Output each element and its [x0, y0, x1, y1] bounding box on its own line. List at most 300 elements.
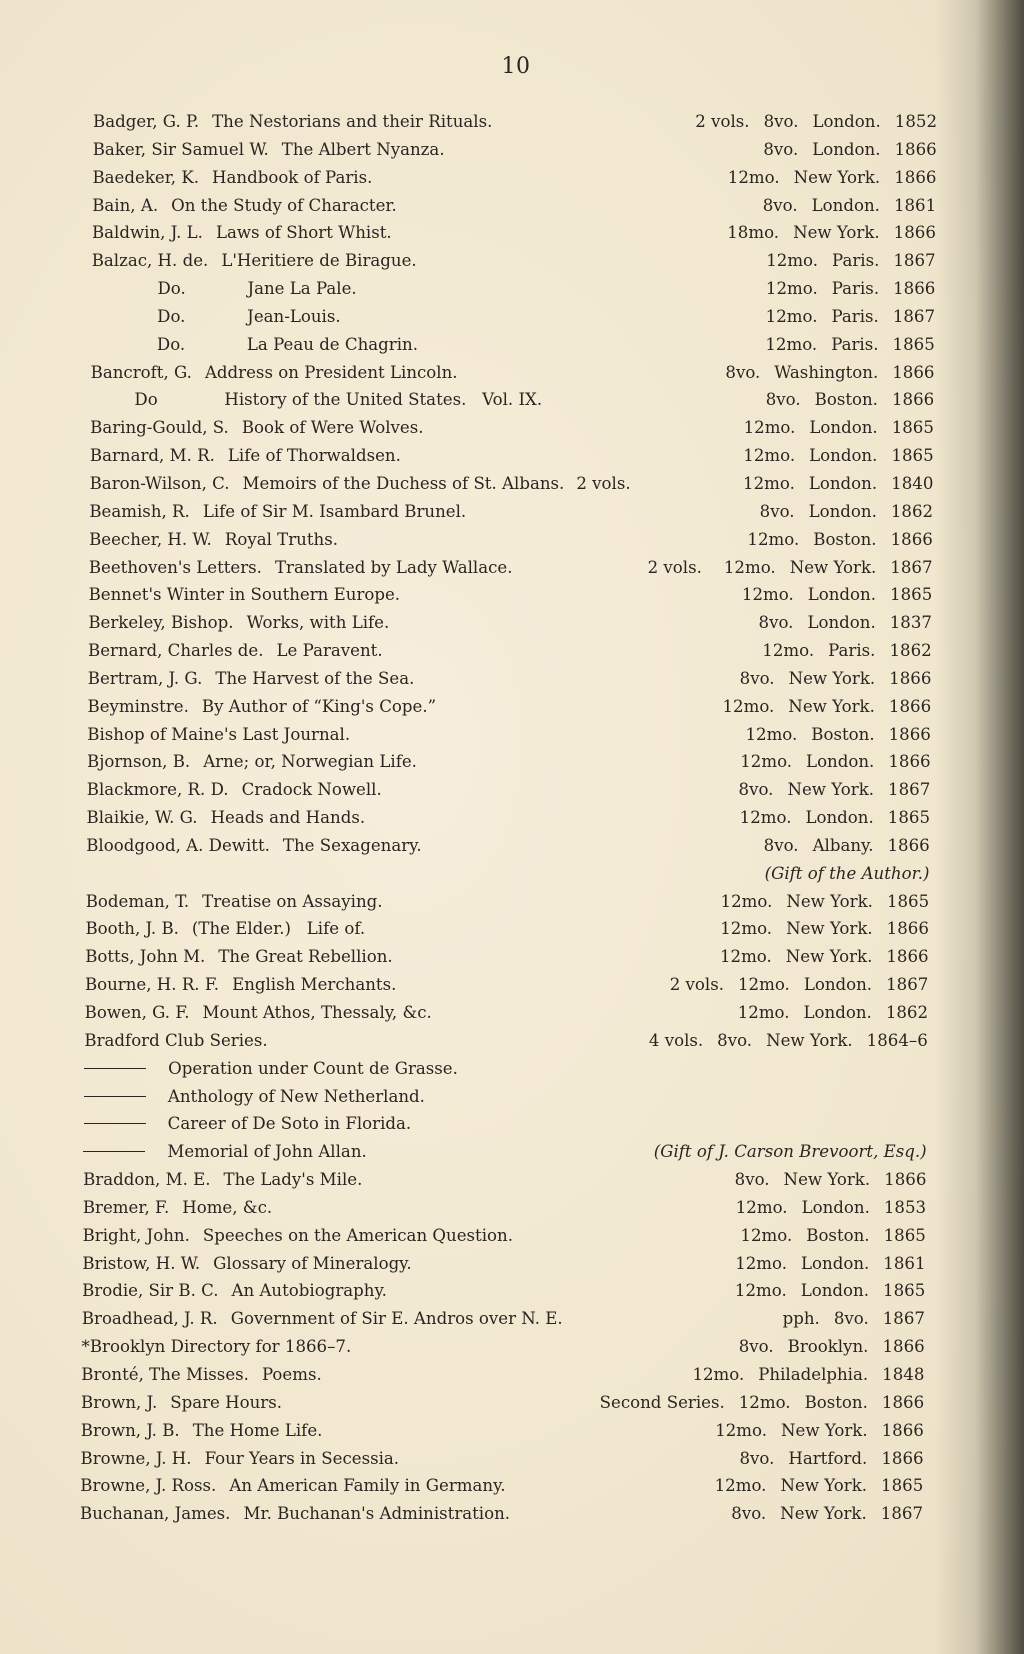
ditto-dash	[83, 1151, 145, 1152]
entry-left	[85, 943, 392, 971]
entry-left	[82, 1305, 563, 1333]
catalogue-entry	[0, 1027, 1024, 1055]
entry-place: Philadelphia.	[758, 1364, 869, 1384]
entry-year: 1867	[888, 780, 931, 800]
entry-left	[83, 1222, 513, 1250]
ditto-dash	[84, 1068, 146, 1069]
entry-right	[735, 1166, 927, 1194]
catalogue-entry	[0, 164, 1024, 192]
entry-title: Life of Thorwaldsen.	[227, 446, 401, 466]
entry-author: Beecher, H. W.	[89, 529, 212, 549]
entry-right	[783, 1305, 925, 1333]
entry-place: London.	[803, 1003, 872, 1022]
entry-year: 1867	[893, 251, 936, 271]
entry-author: Baker, Sir Samuel W.	[92, 139, 269, 159]
entry-year: 1866	[886, 947, 929, 967]
entry-author: Baron-Wilson, C.	[89, 473, 230, 493]
entry-year: 1862	[889, 641, 932, 661]
gift-note: (Gift of the Author.)	[764, 863, 930, 883]
entry-title: Memorial of John Allan.	[167, 1142, 367, 1162]
catalogue-entry	[0, 943, 1024, 971]
entry-author: Bennet's Winter in Southern Europe.	[88, 585, 401, 605]
entry-year: 1866	[881, 1448, 924, 1468]
entry-place: New York.	[785, 947, 873, 967]
entry-left	[87, 721, 363, 749]
entry-place: Paris.	[831, 334, 879, 354]
entry-place: Boston.	[806, 1225, 870, 1245]
entry-right	[765, 860, 930, 888]
entry-format: 8vo.	[765, 390, 801, 410]
entry-place: Paris.	[832, 251, 880, 271]
catalogue-entry	[0, 247, 1024, 275]
entry-title: Arne; or, Norwegian Life.	[203, 752, 417, 772]
entry-right	[715, 1472, 924, 1500]
entry-title: English Merchants.	[232, 975, 397, 995]
entry-title: Operation under Count de Grasse.	[168, 1058, 458, 1078]
entry-left	[83, 1194, 272, 1222]
entry-right	[720, 915, 929, 943]
entry-year: 1866	[894, 167, 937, 187]
entry-left	[87, 804, 366, 832]
entry-title: Le Paravent.	[276, 641, 383, 661]
catalogue-entry	[0, 414, 1024, 442]
entry-author: Braddon, M. E.	[83, 1170, 211, 1190]
entry-author: Bain, A.	[92, 195, 159, 215]
entry-volumes: 2 vols.	[695, 112, 750, 131]
entry-year: 1866	[889, 668, 932, 688]
entry-author: Booth, J. B.	[85, 919, 179, 939]
entry-author: Bristow, H. W.	[82, 1253, 201, 1273]
entry-left	[92, 219, 392, 247]
entry-title: Royal Truths.	[224, 529, 339, 549]
entry-author: Bancroft, G.	[90, 362, 192, 382]
catalogue-entry	[0, 665, 1024, 693]
entry-title: Handbook of Paris.	[212, 167, 373, 187]
entry-title: L'Heritiere de Birague.	[221, 251, 417, 271]
entry-author: Beyminstre.	[87, 696, 189, 716]
entry-author: Brown, J. B.	[80, 1420, 180, 1440]
entry-format: 12mo.	[743, 473, 795, 493]
entry-place: Boston.	[814, 390, 878, 410]
catalogue-entry	[0, 915, 1024, 943]
entry-right	[695, 108, 937, 136]
entry-year: 1865	[891, 446, 934, 466]
catalogue-entry	[0, 1250, 1024, 1278]
entry-right	[600, 1389, 924, 1417]
entry-right	[722, 693, 931, 721]
entry-format: 12mo.	[720, 919, 773, 939]
entry-right	[763, 136, 936, 164]
entry-year: 1866	[890, 529, 933, 549]
entry-left	[91, 331, 418, 359]
entry-right	[735, 1250, 925, 1278]
entry-title: Speeches on the American Question.	[202, 1225, 513, 1245]
entry-author: Bjornson, B.	[87, 752, 191, 772]
entry-format: 12mo.	[765, 279, 818, 299]
entry-format: 12mo.	[739, 808, 792, 828]
entry-volumes: 4 vols.	[648, 1030, 704, 1050]
entry-year: 1861	[893, 195, 937, 215]
catalogue-entry	[0, 386, 1024, 414]
entry-title: The Harvest of the Sea.	[215, 668, 415, 688]
entry-author: Baring-Gould, S.	[90, 418, 229, 438]
entry-title: Heads and Hands.	[210, 808, 366, 828]
entry-place: Boston.	[813, 529, 877, 549]
entry-left	[80, 1472, 505, 1500]
entry-left	[93, 108, 492, 136]
entry-place: Paris.	[831, 306, 879, 326]
entry-place: London.	[812, 112, 881, 131]
entry-format: 12mo.	[692, 1364, 745, 1384]
entry-left	[91, 359, 458, 387]
entry-left	[82, 1250, 411, 1278]
entry-format: 8vo.	[762, 195, 798, 215]
entry-right	[715, 1417, 924, 1445]
entry-format: 12mo.	[765, 306, 818, 326]
entry-author: Beethoven's Letters.	[88, 557, 262, 577]
entry-place: New York.	[787, 780, 875, 800]
entry-left	[82, 1333, 365, 1361]
entry-left	[83, 1138, 366, 1166]
entry-place: London.	[808, 501, 877, 521]
catalogue-entry	[0, 776, 1024, 804]
entry-year: 1866	[893, 223, 936, 243]
catalogue-entry	[0, 359, 1024, 387]
entry-format: 12mo.	[722, 696, 775, 716]
entry-author: Buchanan, James.	[80, 1504, 231, 1524]
entry-right	[720, 943, 929, 971]
entry-left	[87, 776, 382, 804]
catalogue-entry	[0, 971, 1024, 999]
entry-format: 8vo.	[734, 1170, 770, 1190]
entry-year: 1848	[882, 1364, 925, 1384]
entry-left	[84, 1110, 412, 1138]
entry-author: *Brooklyn Directory for 1866–7.	[81, 1337, 352, 1357]
entry-author: Browne, J. Ross.	[80, 1476, 217, 1496]
entry-place: London.	[800, 1281, 870, 1301]
entry-year: 1866	[893, 279, 936, 299]
entry-year: 1865	[883, 1225, 926, 1245]
entry-place: London.	[809, 418, 878, 438]
catalogue-entry	[0, 136, 1024, 164]
ditto-author: Do.	[157, 279, 186, 299]
catalogue-entries	[0, 108, 1024, 1528]
entry-title: An American Family in Germany.	[229, 1476, 506, 1496]
entry-place: London.	[801, 1253, 870, 1273]
entry-year: 1865	[890, 585, 933, 605]
entry-author: Beamish, R.	[89, 501, 190, 521]
entry-year: 1840	[891, 473, 934, 493]
catalogue-entry	[0, 581, 1024, 609]
entry-year: 1865	[887, 808, 930, 828]
entry-year: 1852	[894, 112, 937, 131]
catalogue-entry	[0, 1389, 1024, 1417]
entry-left	[89, 581, 414, 609]
entry-right	[738, 999, 928, 1027]
entry-author: Bloodgood, A. Dewitt.	[86, 835, 270, 855]
entry-format: pph.	[782, 1309, 820, 1329]
entry-right	[731, 1500, 923, 1528]
catalogue-entry	[0, 1194, 1024, 1222]
entry-title: Address on President Lincoln.	[204, 362, 458, 382]
entry-left	[89, 526, 338, 554]
entry-right	[735, 1277, 925, 1305]
entry-title: Career of De Soto in Florida.	[167, 1114, 412, 1134]
entry-format: 8vo.	[717, 1030, 753, 1050]
entry-year: 1866	[888, 724, 931, 744]
entry-format: 8vo.	[725, 362, 761, 382]
entry-format: 12mo.	[743, 418, 796, 438]
entry-year: 1867	[886, 975, 929, 995]
entry-title: Government of Sir E. Andros over N. E.	[230, 1309, 563, 1329]
entry-year: 1866	[892, 362, 935, 382]
entry-place: London.	[808, 473, 878, 493]
entry-volumes: 2 vols.	[669, 975, 724, 995]
entry-year: 1866	[887, 835, 930, 855]
entry-year: 1866	[882, 1337, 925, 1357]
entry-title: Cradock Nowell.	[241, 780, 382, 800]
entry-author: Bradford Club Series.	[84, 1030, 268, 1050]
entry-place: London.	[807, 613, 876, 633]
entry-place: London.	[809, 446, 878, 466]
series-subentry	[0, 1055, 1024, 1083]
entry-right	[743, 470, 933, 498]
entry-place: Paris.	[828, 641, 876, 661]
entry-format: 12mo.	[743, 446, 796, 466]
entry-title: Book of Were Wolves.	[241, 418, 424, 438]
entry-author: Badger, G. P.	[93, 112, 200, 131]
entry-author: Blackmore, R. D.	[86, 780, 229, 800]
catalogue-entry	[0, 1333, 1024, 1361]
entry-left	[90, 386, 542, 414]
entry-left	[81, 1389, 282, 1417]
catalogue-entry	[0, 275, 1024, 303]
ditto-author: Do	[134, 390, 158, 410]
catalogue-entry	[0, 609, 1024, 637]
entry-left	[88, 637, 383, 665]
entry-year: 1865	[881, 1476, 924, 1496]
entry-right	[762, 637, 931, 665]
entry-right	[742, 581, 932, 609]
entry-title: Four Years in Secessia.	[204, 1448, 400, 1468]
entry-year: 1866	[881, 1420, 924, 1440]
catalogue-entry	[0, 804, 1024, 832]
entry-left	[81, 1417, 323, 1445]
entry-volumes: 2 vols.	[576, 473, 631, 493]
entry-left	[81, 1445, 400, 1473]
entry-right	[744, 414, 934, 442]
entry-year: 1866	[888, 752, 931, 772]
entry-year: 1866	[891, 390, 935, 410]
entry-format: 12mo.	[741, 585, 794, 605]
entry-year: 1862	[885, 1003, 929, 1022]
entry-title: The Home Life.	[192, 1420, 323, 1440]
entry-left	[80, 1500, 510, 1528]
entry-left	[87, 748, 417, 776]
entry-place: London.	[801, 1197, 870, 1217]
ditto-dash	[84, 1096, 146, 1097]
entry-year: 1864–6	[866, 1030, 928, 1050]
entry-year: 1867	[890, 557, 933, 577]
entry-year: 1867	[892, 306, 936, 326]
entry-right	[764, 832, 930, 860]
entry-title: The Nestorians and their Rituals.	[212, 112, 493, 131]
entry-year: 1865	[883, 1281, 926, 1301]
entry-left	[85, 915, 365, 943]
entry-format: 12mo.	[714, 1476, 767, 1496]
entry-title: Home, &c.	[182, 1197, 273, 1217]
entry-right	[739, 776, 931, 804]
entry-left	[83, 1166, 362, 1194]
entry-right	[765, 331, 934, 359]
entry-format: 12mo.	[762, 641, 815, 661]
ditto-dash	[84, 1123, 146, 1124]
gift-note: (Gift of J. Carson Brevoort, Esq.)	[653, 1142, 927, 1162]
entry-author: Barnard, M. R.	[89, 446, 215, 466]
entry-place: London.	[811, 195, 880, 215]
entry-year: 1866	[894, 139, 937, 159]
catalogue-entry	[0, 1361, 1024, 1389]
catalogue-entry	[0, 693, 1024, 721]
entry-format: 8vo.	[763, 835, 799, 855]
entry-year: 1865	[886, 891, 930, 911]
entry-format: 8vo.	[738, 780, 774, 800]
entry-format: 8vo.	[763, 139, 799, 159]
entry-right	[649, 1027, 928, 1055]
entry-format: 8vo.	[739, 1448, 775, 1468]
entry-title: The Great Rebellion.	[218, 947, 393, 967]
catalogue-entry	[0, 470, 1024, 498]
page-number: 10	[501, 54, 531, 79]
entry-year: 1865	[891, 418, 934, 438]
entry-right	[739, 1445, 923, 1473]
entry-left	[93, 136, 445, 164]
entry-title: On the Study of Character.	[171, 195, 397, 215]
entry-format: 12mo.	[735, 1197, 788, 1217]
entry-place: New York.	[788, 668, 876, 688]
entry-right	[740, 665, 932, 693]
catalogue-entry	[0, 442, 1024, 470]
entry-volumes: 2 vols.	[647, 557, 702, 577]
entry-place: New York.	[781, 1420, 868, 1440]
entry-right	[739, 1333, 925, 1361]
entry-left	[89, 554, 513, 582]
entry-left	[85, 999, 432, 1027]
entry-place: Paris.	[831, 279, 880, 299]
catalogue-entry	[0, 832, 1024, 860]
entry-year: 1861	[883, 1253, 926, 1273]
entry-place: New York.	[788, 696, 875, 716]
catalogue-entry	[0, 1500, 1024, 1528]
entry-left	[88, 693, 437, 721]
catalogue-entry	[0, 721, 1024, 749]
catalogue-entry	[0, 108, 1024, 136]
entry-author: Bernard, Charles de.	[88, 641, 264, 661]
entry-place: New York.	[789, 557, 877, 577]
entry-left	[92, 247, 417, 275]
catalogue-entry	[0, 192, 1024, 220]
entry-place: New York.	[786, 919, 873, 939]
entry-place: Brooklyn.	[787, 1337, 869, 1357]
entry-place: Washington.	[774, 362, 879, 382]
entry-author: Balzac, H. de.	[91, 251, 209, 271]
entry-place: New York.	[793, 167, 881, 187]
entry-format: 8vo.	[738, 1337, 774, 1357]
series-subentry	[0, 1110, 1024, 1138]
entry-place: London.	[803, 975, 873, 995]
entry-author: Browne, J. H.	[80, 1448, 192, 1468]
entry-volumes: Second Series.	[599, 1392, 725, 1412]
entry-place: New York.	[766, 1030, 853, 1050]
entry-place: New York.	[780, 1476, 868, 1496]
entry-right	[766, 247, 935, 275]
entry-format: 8vo.	[759, 501, 795, 521]
entry-right	[740, 748, 930, 776]
catalogue-entry	[0, 1417, 1024, 1445]
entry-format: 8vo.	[739, 668, 775, 688]
entry-place: Boston.	[811, 724, 875, 744]
entry-author: Brodie, Sir B. C.	[82, 1281, 219, 1301]
entry-format: 12mo.	[766, 251, 819, 271]
entry-title: Memoirs of the Duchess of St. Albans.	[242, 473, 565, 493]
catalogue-entry	[0, 1277, 1024, 1305]
entry-left	[88, 609, 389, 637]
entry-left	[85, 971, 396, 999]
entry-place: London.	[806, 752, 875, 772]
entry-format: 12mo.	[738, 1392, 791, 1412]
entry-format: 12mo.	[719, 947, 772, 967]
entry-year: 1866	[886, 919, 929, 939]
entry-right	[728, 164, 937, 192]
entry-place: London.	[812, 139, 881, 159]
entry-year: 1862	[890, 501, 934, 521]
entry-format: 12mo.	[727, 167, 780, 187]
entry-right	[766, 303, 935, 331]
entry-format: 12mo.	[723, 557, 776, 577]
catalogue-entry	[0, 1222, 1024, 1250]
entry-format: 12mo.	[737, 1003, 790, 1022]
entry-right	[759, 609, 932, 637]
entry-right	[721, 888, 930, 916]
entry-title: Treatise on Assaying.	[202, 891, 383, 911]
entry-author: Brown, J.	[81, 1392, 158, 1412]
entry-left	[84, 1027, 280, 1055]
entry-title: Mount Athos, Thessaly, &c.	[202, 1003, 432, 1022]
entry-left	[90, 442, 401, 470]
entry-format: 12mo.	[745, 724, 798, 744]
entry-title: Jane La Pale.	[247, 279, 357, 299]
catalogue-entry	[0, 999, 1024, 1027]
series-subentry	[0, 1138, 1024, 1166]
entry-title: The Sexagenary.	[282, 835, 422, 855]
entry-left	[81, 1361, 321, 1389]
entry-format: 8vo.	[758, 613, 794, 633]
entry-author: Bodeman, T.	[85, 891, 190, 911]
entry-left	[84, 1083, 425, 1111]
entry-place: New York.	[780, 1504, 867, 1524]
entry-year: 1865	[892, 334, 935, 354]
entry-author: Bertram, J. G.	[87, 668, 203, 688]
catalogue-entry	[0, 219, 1024, 247]
catalogue-entry	[0, 554, 1024, 582]
entry-right	[766, 386, 934, 414]
catalogue-entry	[0, 1305, 1024, 1333]
entry-title: Laws of Short Whist.	[215, 223, 392, 243]
entry-right	[740, 804, 930, 832]
catalogue-entry	[0, 331, 1024, 359]
ditto-author: Do.	[157, 306, 186, 326]
entry-right	[692, 1361, 924, 1389]
